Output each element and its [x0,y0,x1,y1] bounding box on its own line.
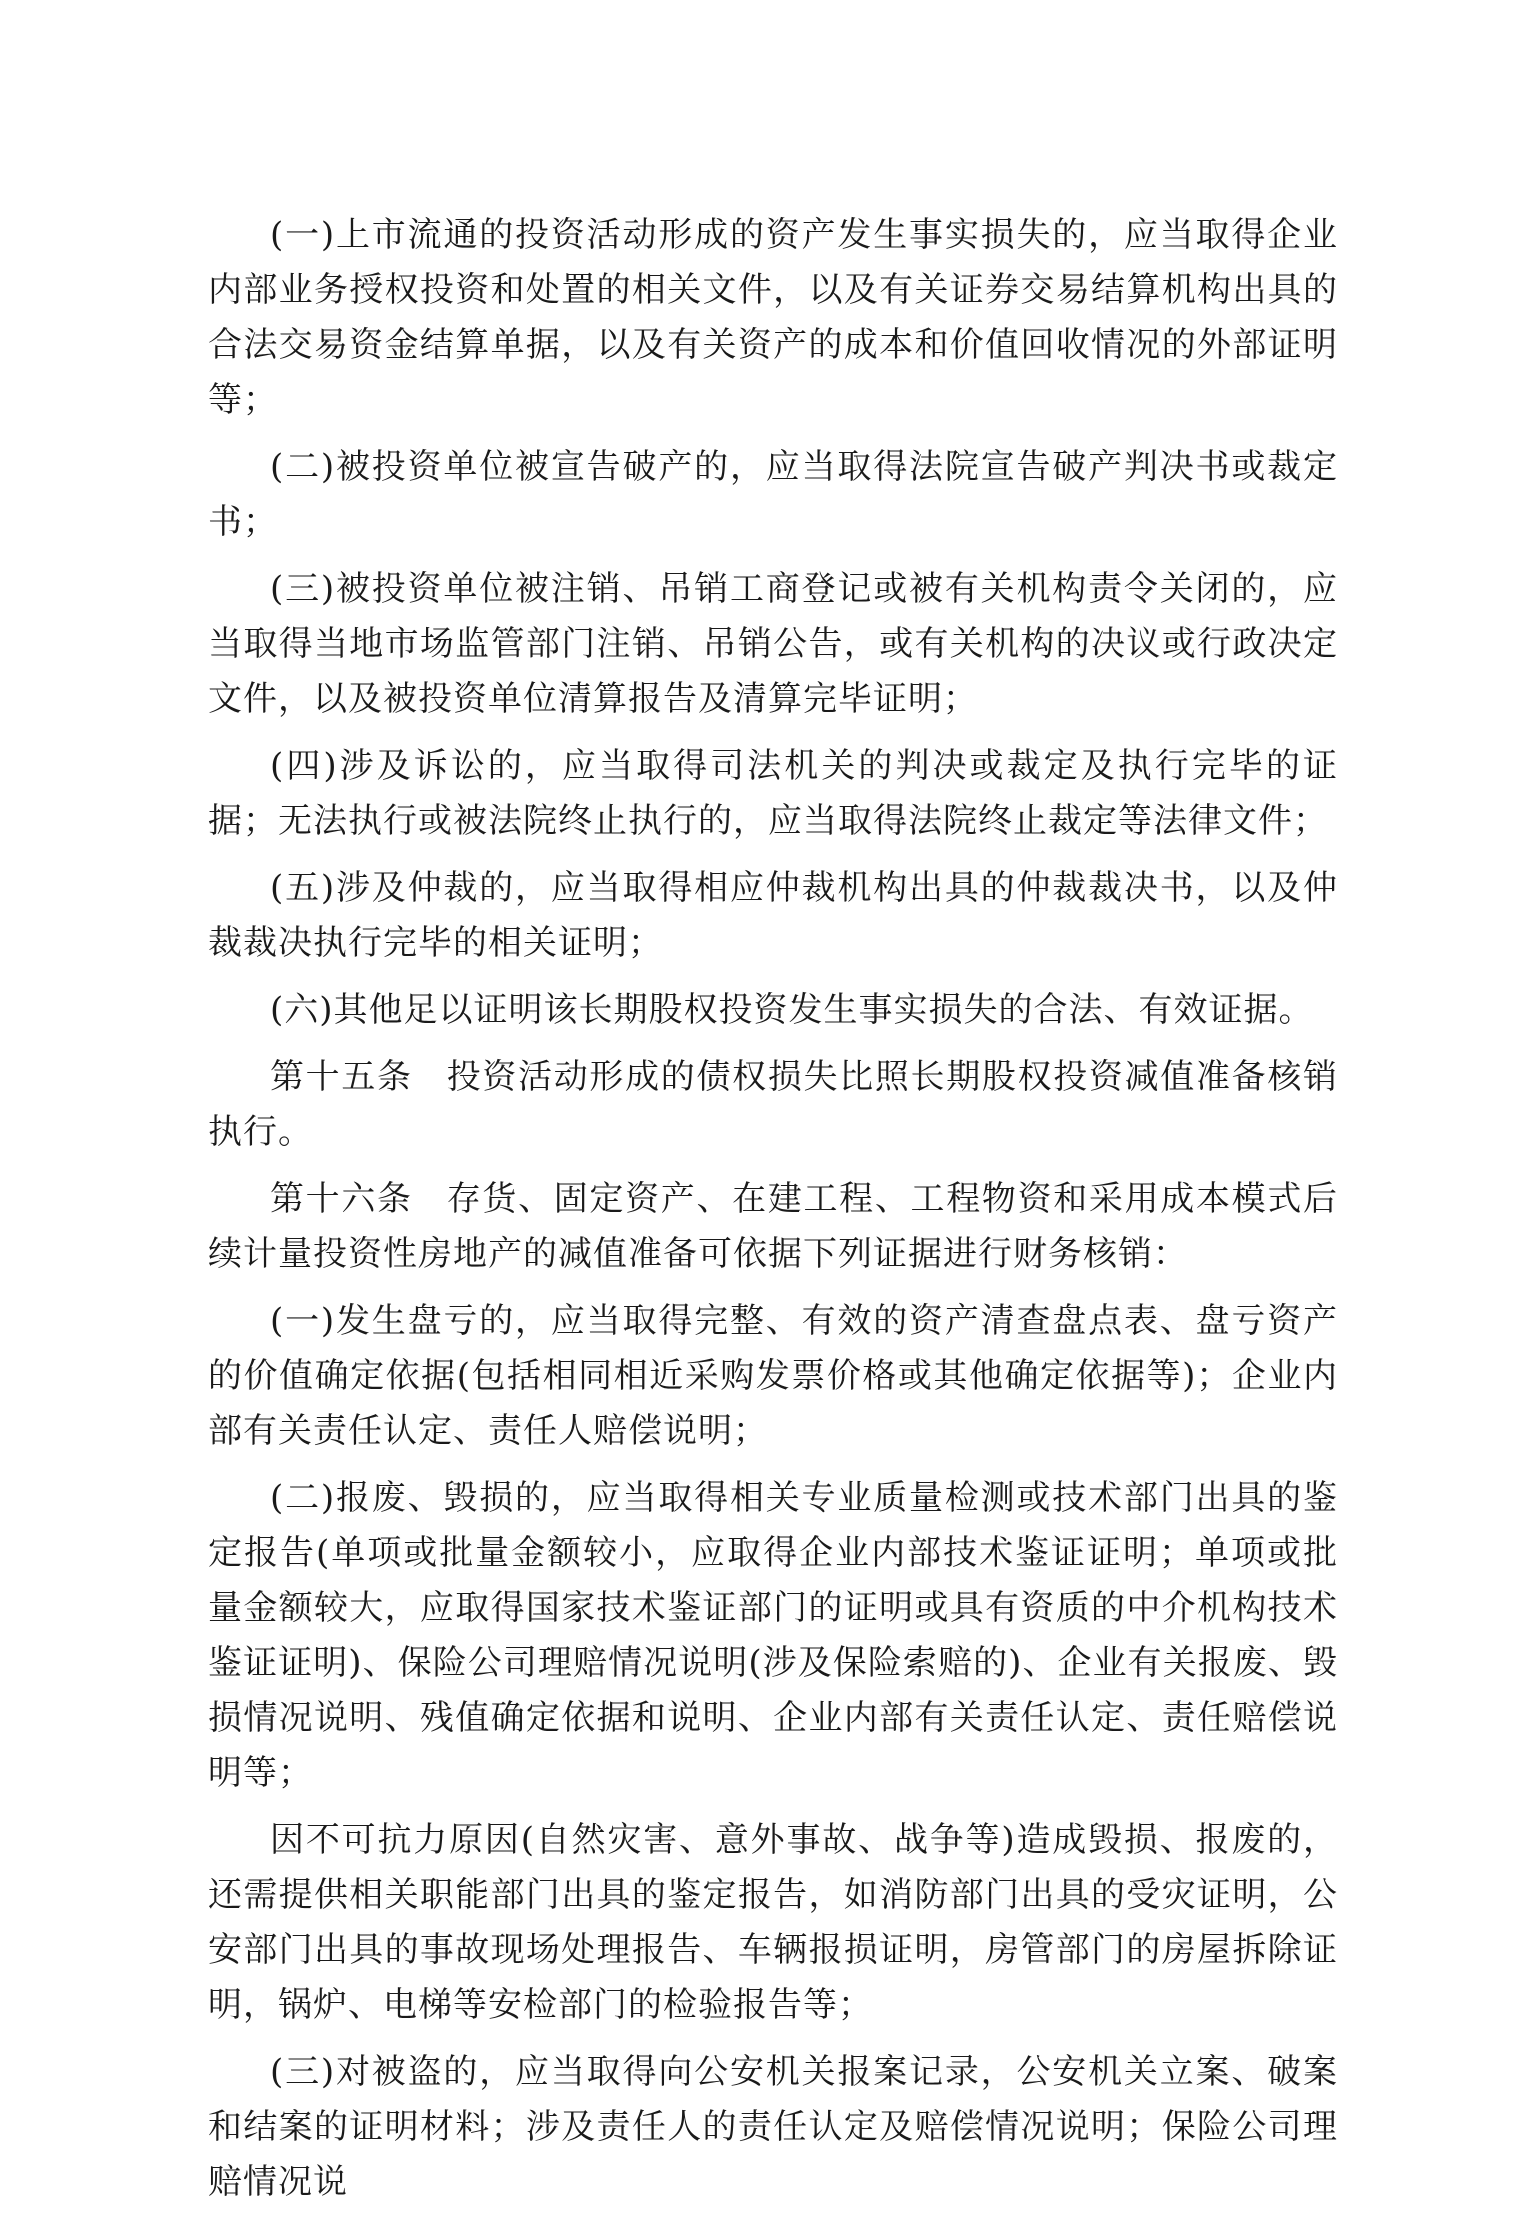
document-body [208,208,1338,2222]
paragraph-10: (三)对被盗的，应当取得向公安机关报案记录，公安机关立案、破案和结案的证明材料；涉及责任人的责任认定及赔偿情况说明；保险公司理赔情况说 [208,2052,1338,2202]
paragraph-7: (一)发生盘亏的，应当取得完整、有效的资产清查盘点表、盘亏资产的价值确定依据(包括相同相近采购发票价格或其他确定依据等)；企业内部有关责任认定、责任人赔偿说明； [208,1301,1338,1451]
paragraph-3: (三)被投资单位被注销、吊销工商登记或被有关机构责令关闭的，应当取得当地市场监管部门注销、吊销公告，或有关机构的决议或行政决定文件，以及被投资单位清算报告及清算完毕证明； [208,569,1338,719]
paragraph-4: (四)涉及诉讼的，应当取得司法机关的判决或裁定及执行完毕的证据；无法执行或被法院终止执行的，应当取得法院终止裁定等法律文件； [208,746,1338,841]
article-15-number: 第十五条 [270,1057,413,1097]
article-16 [208,1172,1338,1282]
paragraph-6: (六)其他足以证明该长期股权投资发生事实损失的合法、有效证据。 [270,990,1314,1030]
article-15-text: 投资活动形成的债权损失比照长期股权投资减值准备核销执行。 [208,1057,1339,1152]
article-16-text: 存货、固定资产、在建工程、工程物资和采用成本模式后续计量投资性房地产的减值准备可依据下列证据进行财务核销： [208,1179,1339,1274]
paragraph-2: (二)被投资单位被宣告破产的，应当取得法院宣告破产判决书或裁定书； [208,447,1338,542]
paragraph-9: 因不可抗力原因(自然灾害、意外事故、战争等)造成毁损、报废的，还需提供相关职能部门出具的鉴定报告，如消防部门出具的受灾证明，公安部门出具的事故现场处理报告、车辆报损证明，房管部门的房屋拆除证明，锅炉、电梯等安检部门的检验报告等； [208,1820,1338,2025]
paragraph-1: (一)上市流通的投资活动形成的资产发生事实损失的，应当取得企业内部业务授权投资和处置的相关文件，以及有关证券交易结算机构出具的合法交易资金结算单据，以及有关资产的成本和价值回收情况的外部证明等； [208,215,1338,420]
article-15 [208,1050,1338,1160]
paragraph-8: (二)报废、毁损的，应当取得相关专业质量检测或技术部门出具的鉴定报告(单项或批量金额较小，应取得企业内部技术鉴证证明；单项或批量金额较大，应取得国家技术鉴证部门的证明或具有资质的中介机构技术鉴证证明)、保险公司理赔情况说明(涉及保险索赔的)、企业有关报废、毁损情况说明、残值确定依据和说明、企业内部有关责任认定、责任赔偿说明等； [208,1478,1338,1793]
paragraph-5: (五)涉及仲裁的，应当取得相应仲裁机构出具的仲裁裁决书，以及仲裁裁决执行完毕的相关证明； [208,868,1338,963]
article-16-number: 第十六条 [270,1179,413,1219]
